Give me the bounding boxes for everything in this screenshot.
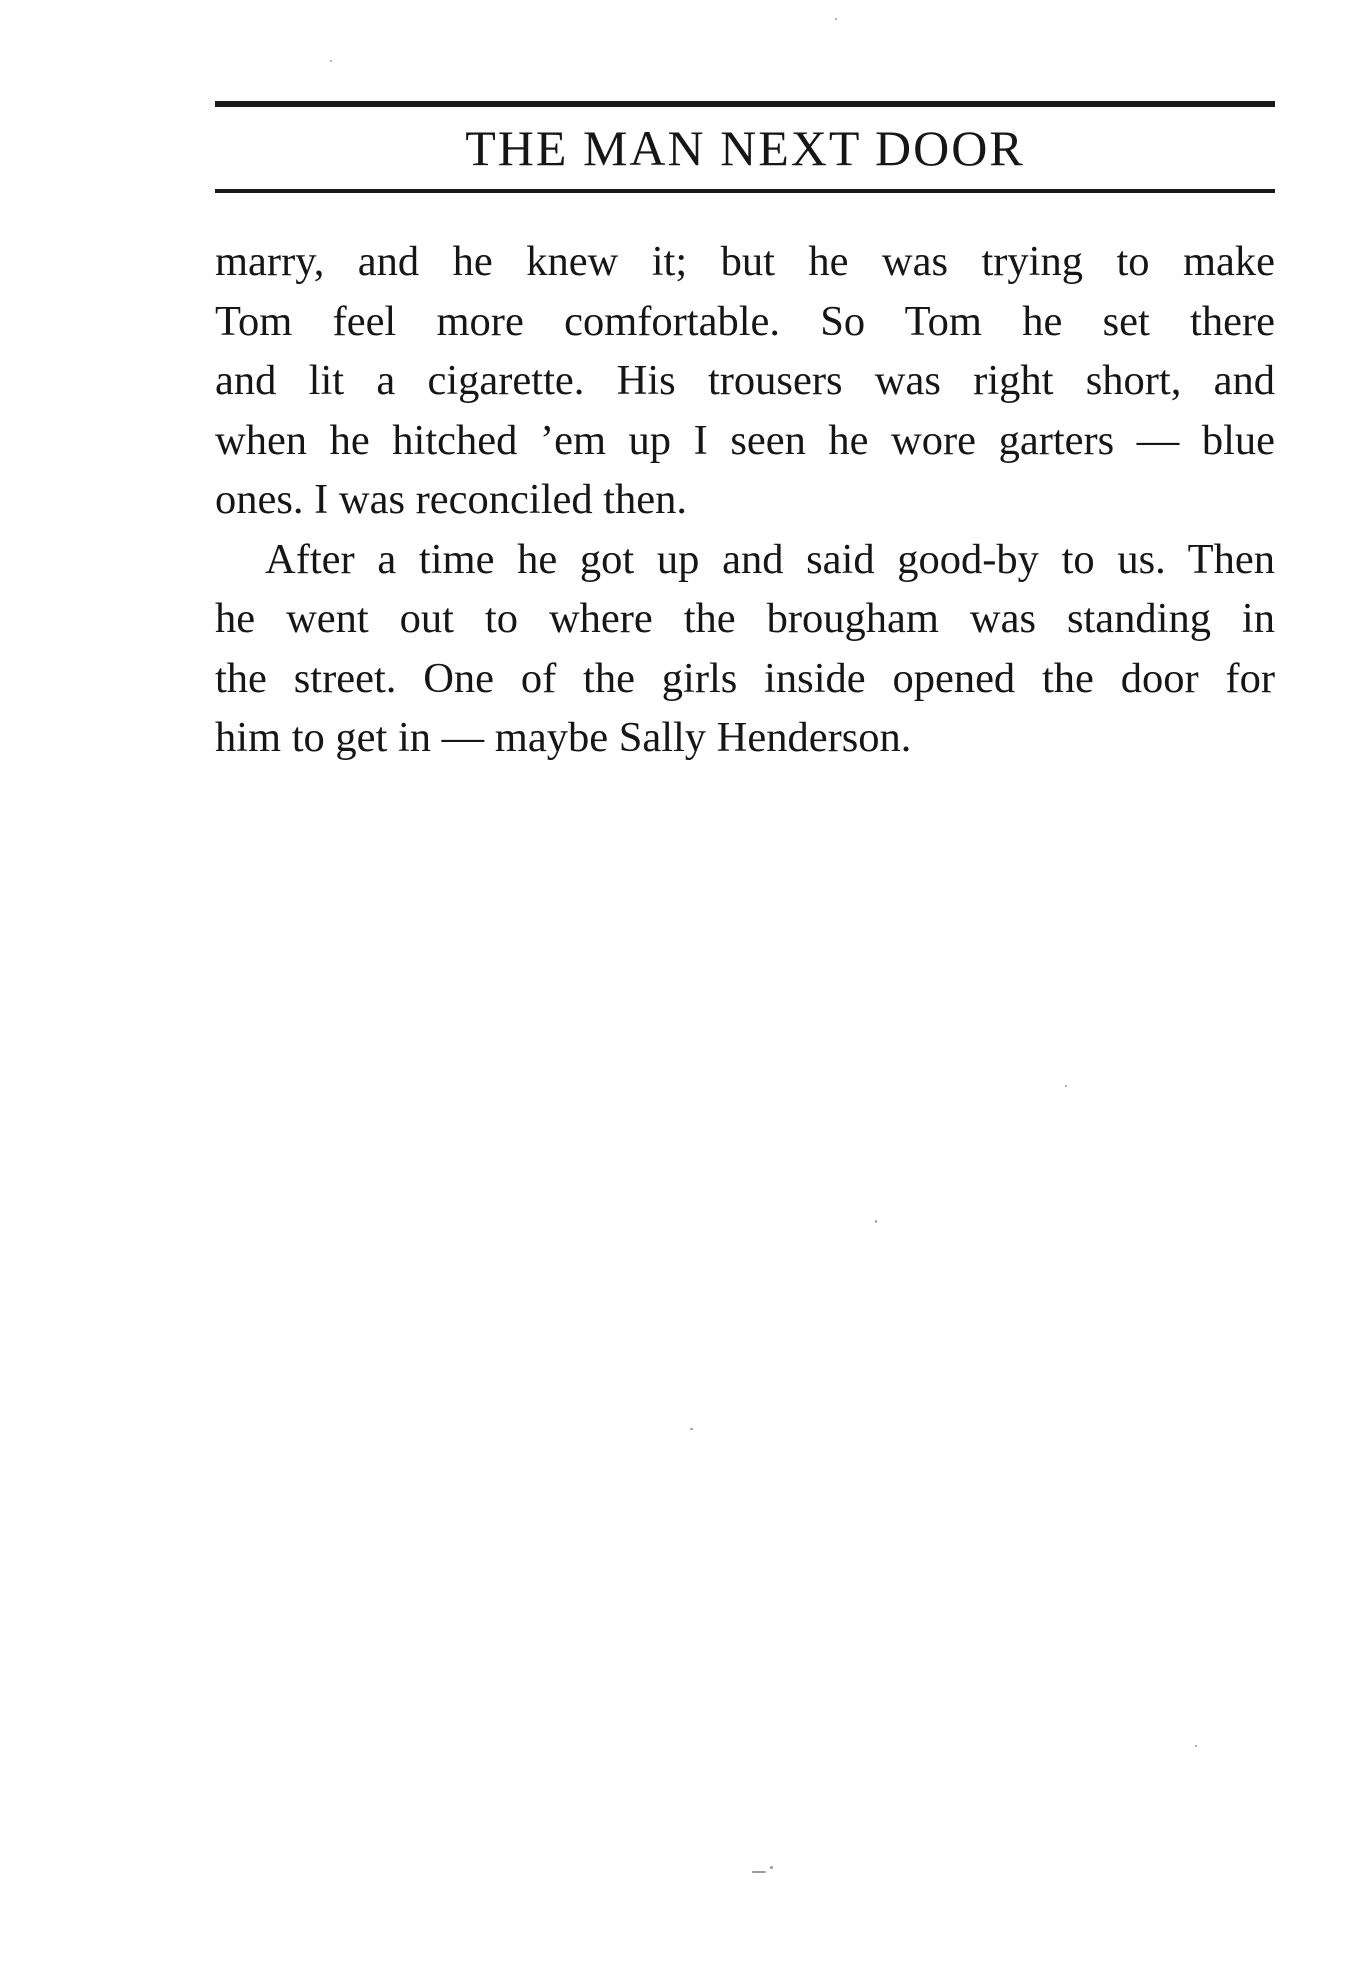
paragraph-1 [215,232,1275,530]
text-line: the street. One of the girls inside opened the door for [215,654,1275,702]
scan-speck [1195,1745,1197,1747]
scan-speck [752,1871,766,1873]
scan-speck [835,18,837,20]
scan-speck [875,1220,877,1223]
text-line: Tom feel more comfortable. So Tom he set there [215,297,1275,345]
scan-speck [690,1428,693,1430]
text-line: him to get in — maybe Sally Henderson. [215,714,912,761]
text-line: when he hitched ’em up I seen he wore garters — blue [215,416,1275,464]
scan-speck [770,1866,773,1869]
text-line: marry, and he knew it; but he was trying to make [215,238,1275,285]
paragraph-2 [215,530,1275,768]
text-line: ones. I was reconciled then. [215,476,688,523]
text-line: he went out to where the brougham was standing in [215,595,1275,642]
running-head [215,101,1275,193]
text-line: and lit a cigarette. His trousers was right short, and [215,357,1275,404]
scan-speck [1065,1085,1067,1087]
running-head-title: THE MAN NEXT DOOR [465,120,1025,176]
header-bottom-rule [215,189,1275,193]
body-text [215,232,1275,768]
text-line: After a time he got up and said good-by to us. Then [265,535,1275,583]
scan-speck [330,60,332,62]
